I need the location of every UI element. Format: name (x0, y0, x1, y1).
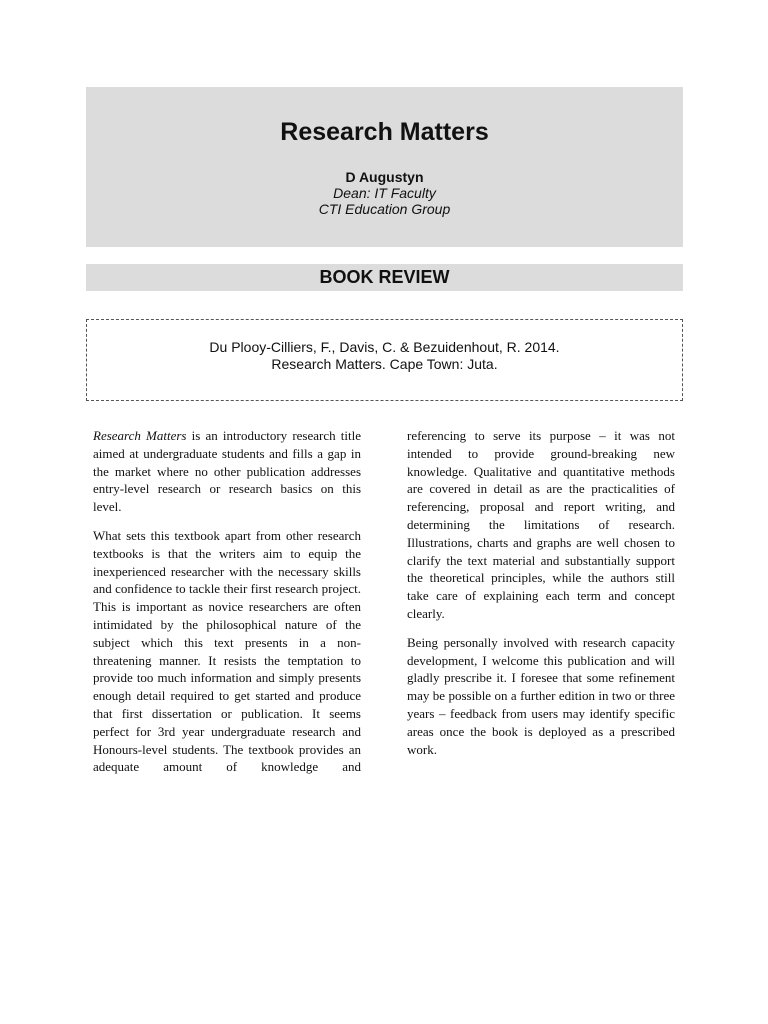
body-column-right (407, 427, 675, 769)
paragraph-referencing: referencing to serve its purpose – it was not intended to provide ground-breaking new knowledge. Qualitative and quantitative methods are covered in detail as are the practicalities of referencing, proposal and report writing, and determining the limitations of research. Illustrations, charts and graphs are well chosen to clarify the text material and substantially support the theoretical principles, while the authors still take care of explaining each term and concept clearly. (407, 428, 675, 621)
author-name: D Augustyn (345, 169, 424, 185)
paragraph-intro (93, 427, 361, 516)
paragraph-what-sets-apart: What sets this textbook apart from other research textbooks is that the writers aim to equip the inexperienced researcher with the necessary skills and confidence to tackle their first research project. This is important as novice researchers are often intimidated by the philosophical nature of the subject which this text presents in a non-threatening manner. It resists the temptation to provide too much information and simply presents enough detail required to get started and produce that first dissertation or publication. It seems perfect for 3rd year undergraduate research and Honours-level students. The textbook provides an adequate amount of knowledge and (93, 527, 361, 775)
citation-line-1: Du Plooy-Cilliers, F., Davis, C. & Bezuidenhout, R. 2014. (209, 339, 560, 355)
book-title-italic: Research Matters (93, 428, 187, 443)
paragraph-intro-text: is an introductory research title aimed at undergraduate students and fills a gap in the market where no other publication addresses entry-level research or research basics on this level. (93, 428, 361, 515)
title-banner (86, 87, 683, 247)
citation-line-2: Research Matters. Cape Town: Juta. (271, 356, 498, 372)
page-title: Research Matters (280, 118, 489, 146)
section-heading: BOOK REVIEW (86, 264, 683, 291)
body-column-left (93, 427, 361, 787)
author-organization: CTI Education Group (318, 201, 451, 217)
author-role: Dean: IT Faculty (333, 185, 436, 201)
paragraph-personal-involvement: Being personally involved with research capacity development, I welcome this publication and will gladly prescribe it. I foresee that some refinement may be possible on a further edition in two or three years – feedback from users may identify specific areas once the book is deployed as a prescribed work. (407, 634, 675, 757)
citation-box (86, 319, 683, 401)
